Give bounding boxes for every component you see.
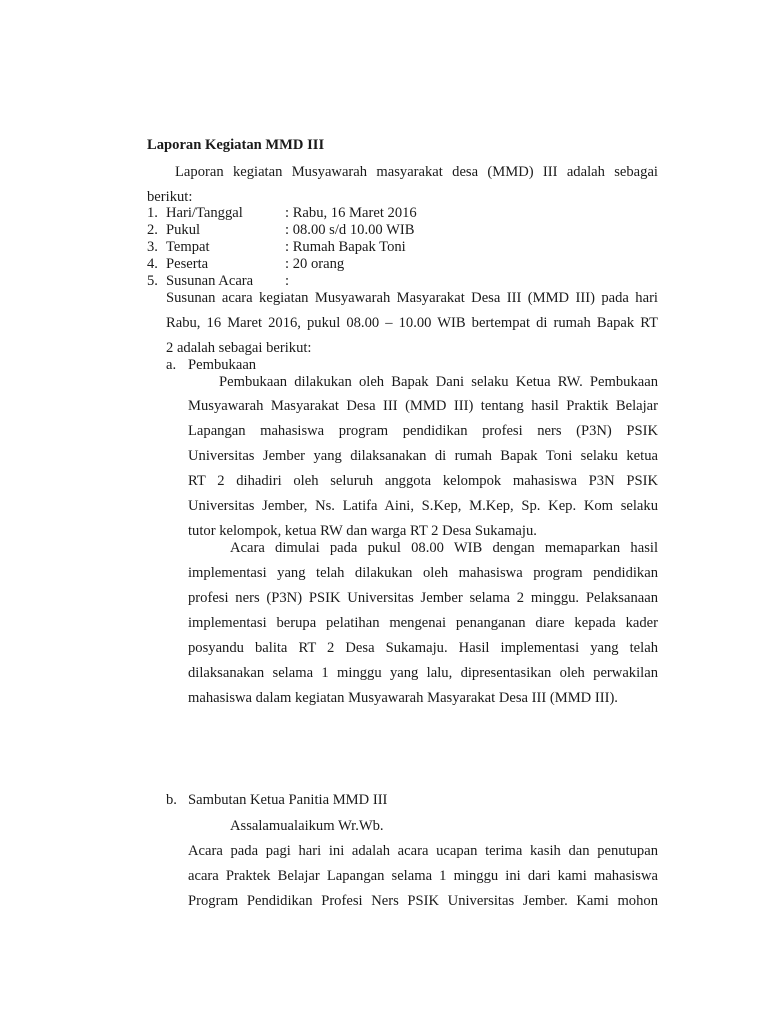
paragraph-line: implementasi yang telah dilakukan oleh mahasiswa program pendidikan bbox=[188, 565, 658, 581]
detail-value: : Rumah Bapak Toni bbox=[285, 239, 406, 255]
detail-number: 2. bbox=[147, 222, 158, 238]
paragraph-line: Pembukaan dilakukan oleh Bapak Dani selaku Ketua RW. Pembukaan bbox=[219, 374, 658, 390]
paragraph-line: mahasiswa dalam kegiatan Musyawarah Masyarakat Desa III (MMD III). bbox=[188, 690, 618, 706]
agenda-text-line: Susunan acara kegiatan Musyawarah Masyarakat Desa III (MMD III) pada hari bbox=[166, 290, 658, 306]
paragraph-line: Acara pada pagi hari ini adalah acara ucapan terima kasih dan penutupan bbox=[188, 843, 658, 859]
section-letter: b. bbox=[166, 792, 177, 808]
detail-label: Peserta bbox=[166, 256, 209, 272]
paragraph-line: profesi ners (P3N) PSIK Universitas Jember selama 2 minggu. Pelaksanaan bbox=[188, 590, 658, 606]
paragraph-line: acara Praktek Belajar Lapangan selama 1 minggu ini dari kami mahasiswa bbox=[188, 868, 658, 884]
detail-value: : bbox=[285, 273, 290, 289]
detail-label: Pukul bbox=[166, 222, 201, 238]
section-heading: Sambutan Ketua Panitia MMD III bbox=[188, 792, 388, 808]
paragraph-line: Musyawarah Masyarakat Desa III (MMD III) tentang hasil Praktik Belajar bbox=[188, 398, 658, 414]
detail-number: 1. bbox=[147, 205, 158, 221]
paragraph-line: implementasi berupa pelatihan mengenai penanganan diare kepada kader bbox=[188, 615, 658, 631]
paragraph-line: Acara dimulai pada pukul 08.00 WIB dengan memaparkan hasil bbox=[230, 540, 658, 556]
intro-line: berikut: bbox=[147, 189, 193, 205]
paragraph-line: posyandu balita RT 2 Desa Sukamaju. Hasil implementasi yang telah bbox=[188, 640, 658, 656]
paragraph-line: Lapangan mahasiswa program pendidikan profesi ners (P3N) PSIK bbox=[188, 423, 658, 439]
agenda-text-line: 2 adalah sebagai berikut: bbox=[166, 340, 312, 356]
detail-value: : 20 orang bbox=[285, 256, 345, 272]
detail-number: 4. bbox=[147, 256, 158, 272]
section-heading: Pembukaan bbox=[188, 357, 257, 373]
agenda-text-line: Rabu, 16 Maret 2016, pukul 08.00 – 10.00 WIB bertempat di rumah Bapak RT bbox=[166, 315, 658, 331]
greeting: Assalamualaikum Wr.Wb. bbox=[230, 818, 384, 834]
detail-label: Tempat bbox=[166, 239, 210, 255]
detail-number: 5. bbox=[147, 273, 158, 289]
detail-number: 3. bbox=[147, 239, 158, 255]
paragraph-line: Universitas Jember yang dilaksanakan di rumah Bapak Toni selaku ketua bbox=[188, 448, 658, 464]
paragraph-line: dilaksanakan selama 1 minggu yang lalu, dipresentasikan oleh perwakilan bbox=[188, 665, 658, 681]
detail-label: Susunan Acara bbox=[166, 273, 254, 289]
detail-value: : 08.00 s/d 10.00 WIB bbox=[285, 222, 415, 238]
detail-label: Hari/Tanggal bbox=[166, 205, 243, 221]
document-title: Laporan Kegiatan MMD III bbox=[147, 137, 325, 153]
paragraph-line: Universitas Jember, Ns. Latifa Aini, S.Kep, M.Kep, Sp. Kep. Kom selaku bbox=[188, 498, 658, 514]
paragraph-line: Program Pendidikan Profesi Ners PSIK Universitas Jember. Kami mohon bbox=[188, 893, 658, 909]
detail-value: : Rabu, 16 Maret 2016 bbox=[285, 205, 417, 221]
paragraph-line: tutor kelompok, ketua RW dan warga RT 2 Desa Sukamaju. bbox=[188, 523, 537, 539]
section-letter: a. bbox=[166, 357, 177, 373]
paragraph-line: RT 2 dihadiri oleh seluruh anggota kelompok mahasiswa P3N PSIK bbox=[188, 473, 658, 489]
intro-line: Laporan kegiatan Musyawarah masyarakat desa (MMD) III adalah sebagai bbox=[175, 164, 658, 180]
